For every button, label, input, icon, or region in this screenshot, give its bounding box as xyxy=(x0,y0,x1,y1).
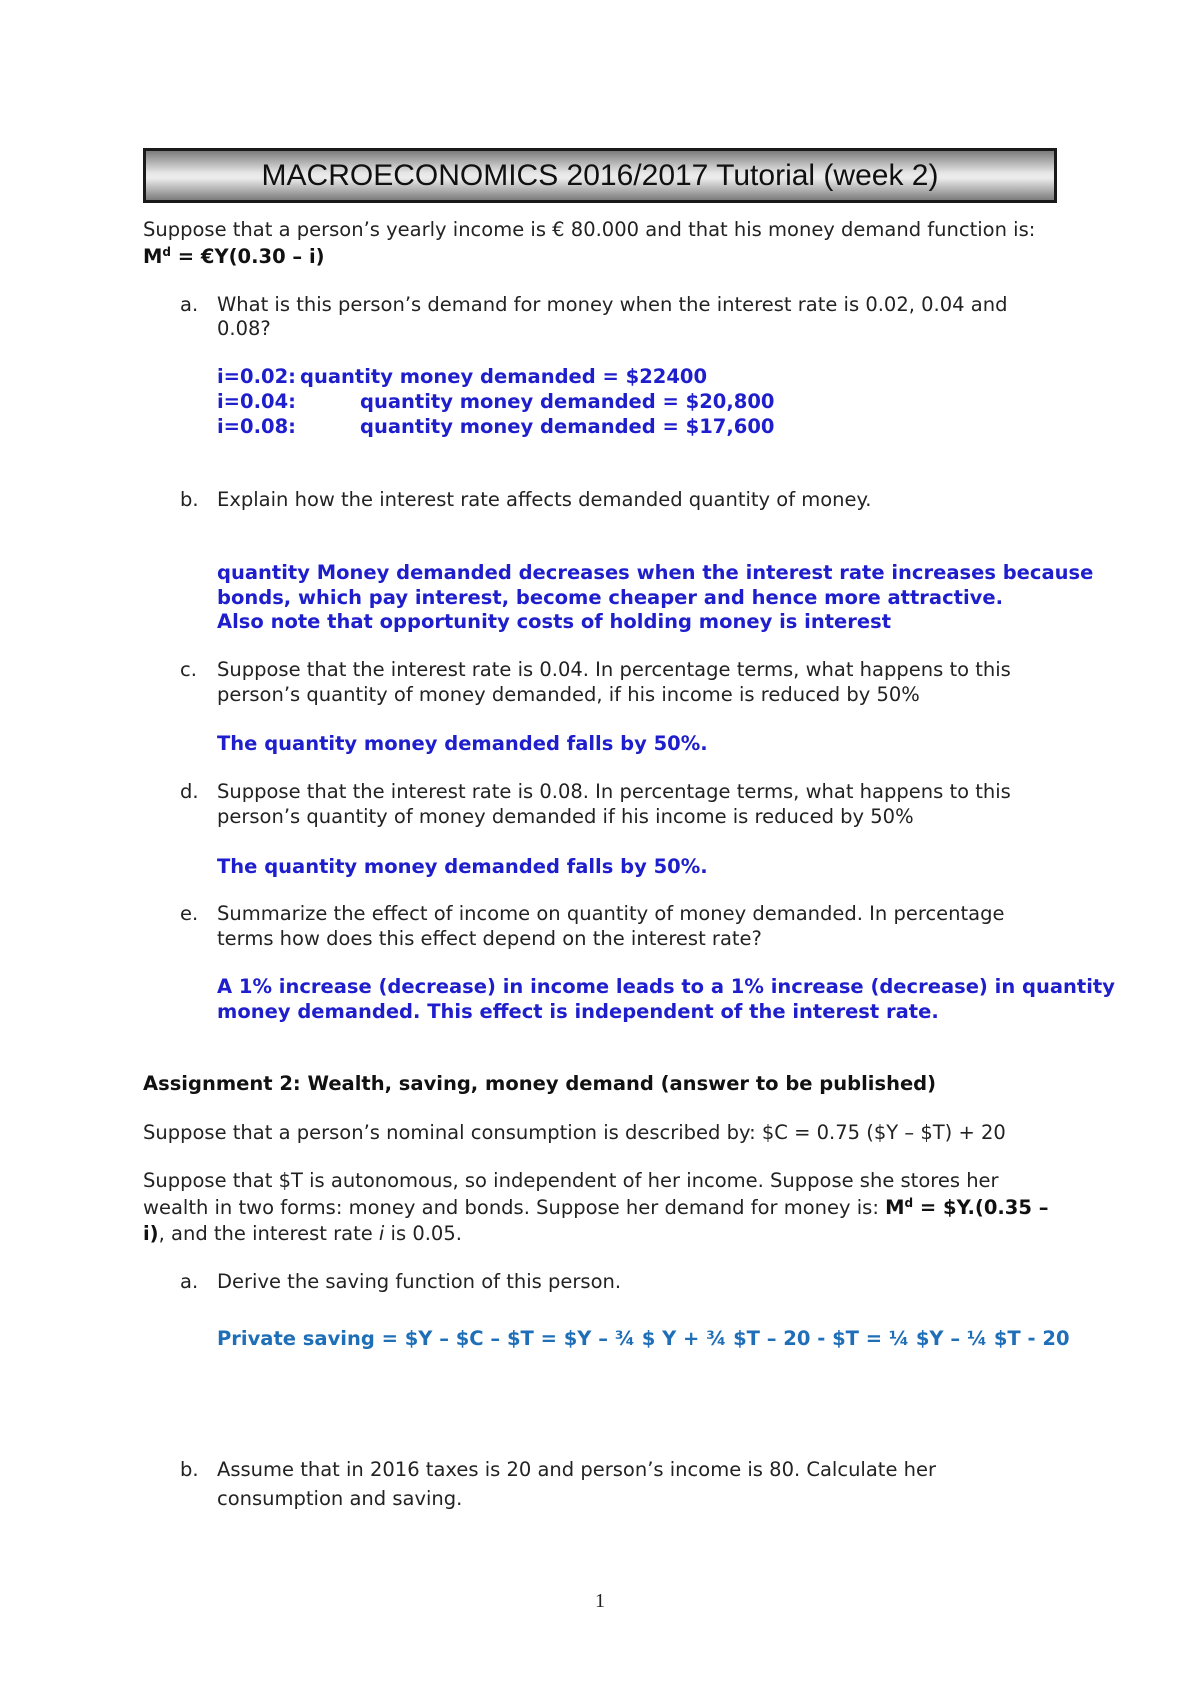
item-a-question-line1: What is this person’s demand for money when the interest rate is 0.02, 0.04 and xyxy=(217,293,1008,316)
item-b-label: b. xyxy=(180,488,199,511)
paragraph-text: , and the interest rate xyxy=(158,1222,373,1245)
assignment-2-paragraph-line3 xyxy=(143,1222,462,1245)
title-banner xyxy=(143,148,1057,203)
item-b-question: Explain how the interest rate affects demanded quantity of money. xyxy=(217,488,872,511)
item-d-question-line1: Suppose that the interest rate is 0.08. In percentage terms, what happens to this xyxy=(217,780,1011,803)
intro-formula xyxy=(143,245,325,268)
answer-b-line2: bonds, which pay interest, become cheaper and hence more attractive. xyxy=(217,586,1003,609)
assignment-2-heading: Assignment 2: Wealth, saving, money demand (answer to be published) xyxy=(143,1072,937,1095)
interest-symbol: i xyxy=(378,1222,385,1245)
intro-line: Suppose that a person’s yearly income is € 80.000 and that his money demand function is: xyxy=(143,218,1036,241)
item-c-question-line1: Suppose that the interest rate is 0.04. In percentage terms, what happens to this xyxy=(217,658,1011,681)
assignment-2-item-b-question-line2: consumption and saving. xyxy=(217,1487,463,1510)
item-c-label: c. xyxy=(180,658,197,681)
paragraph-text: is 0.05. xyxy=(390,1222,462,1245)
item-a-label: a. xyxy=(180,293,199,316)
page-title: MACROECONOMICS 2016/2017 Tutorial (week 2) xyxy=(261,158,939,192)
formula-text: = $Y.(0.35 – xyxy=(919,1196,1049,1219)
assignment-2-item-a-question: Derive the saving function of this person. xyxy=(217,1270,622,1293)
answer-b-line3: Also note that opportunity costs of holding money is interest xyxy=(217,610,892,633)
answer-a-text-2: quantity money demanded = $20,800 xyxy=(360,390,775,413)
answer-b-line1: quantity Money demanded decreases when the interest rate increases because xyxy=(217,561,1094,584)
answer-a-text-3: quantity money demanded = $17,600 xyxy=(360,415,775,438)
formula-sup: d xyxy=(904,1196,914,1210)
item-e-question-line1: Summarize the effect of income on quantity of money demanded. In percentage xyxy=(217,902,1005,925)
answer-a-rate-2: i=0.04: xyxy=(217,390,296,413)
assignment-2-paragraph-line1: Suppose that $T is autonomous, so independent of her income. Suppose she stores her xyxy=(143,1169,999,1192)
formula-text: = €Y(0.30 – i) xyxy=(177,245,325,268)
answer-a-rate-1: i=0.02: xyxy=(217,365,296,388)
money-demand-formula xyxy=(885,1196,1048,1219)
item-d-label: d. xyxy=(180,780,199,803)
formula-m: M xyxy=(143,245,163,268)
item-c-question-line2: person’s quantity of money demanded, if his income is reduced by 50% xyxy=(217,683,920,706)
answer-e-line2: money demanded. This effect is independent of the interest rate. xyxy=(217,1000,939,1023)
answer-c: The quantity money demanded falls by 50%. xyxy=(217,732,708,755)
assignment-2-item-b-question-line1: Assume that in 2016 taxes is 20 and person’s income is 80. Calculate her xyxy=(217,1458,937,1481)
assignment-2-answer-a: Private saving = $Y – $C – $T = $Y – ¾ $ Y + ¾ $T – 20 - $T = ¼ $Y – ¼ $T - 20 xyxy=(217,1327,1070,1350)
item-e-label: e. xyxy=(180,902,199,925)
item-a-question-line2: 0.08? xyxy=(217,317,271,340)
assignment-2-consumption: Suppose that a person’s nominal consumption is described by: $C = 0.75 ($Y – $T) + 20 xyxy=(143,1121,1006,1144)
formula-end: i) xyxy=(143,1222,159,1245)
answer-d: The quantity money demanded falls by 50%. xyxy=(217,855,708,878)
formula-sup: d xyxy=(162,245,171,259)
answer-a-text-1: quantity money demanded = $22400 xyxy=(300,365,708,388)
page-number: 1 xyxy=(595,1590,605,1612)
answer-e-line1: A 1% increase (decrease) in income leads to a 1% increase (decrease) in quantity xyxy=(217,975,1115,998)
item-e-question-line2: terms how does this effect depend on the interest rate? xyxy=(217,927,762,950)
item-d-question-line2: person’s quantity of money demanded if his income is reduced by 50% xyxy=(217,805,914,828)
paragraph-text: wealth in two forms: money and bonds. Suppose her demand for money is: xyxy=(143,1196,879,1219)
answer-a-rate-3: i=0.08: xyxy=(217,415,296,438)
assignment-2-item-a-label: a. xyxy=(180,1270,199,1293)
formula-m: M xyxy=(885,1196,905,1219)
assignment-2-item-b-label: b. xyxy=(180,1458,199,1481)
assignment-2-paragraph-line2 xyxy=(143,1196,1048,1219)
